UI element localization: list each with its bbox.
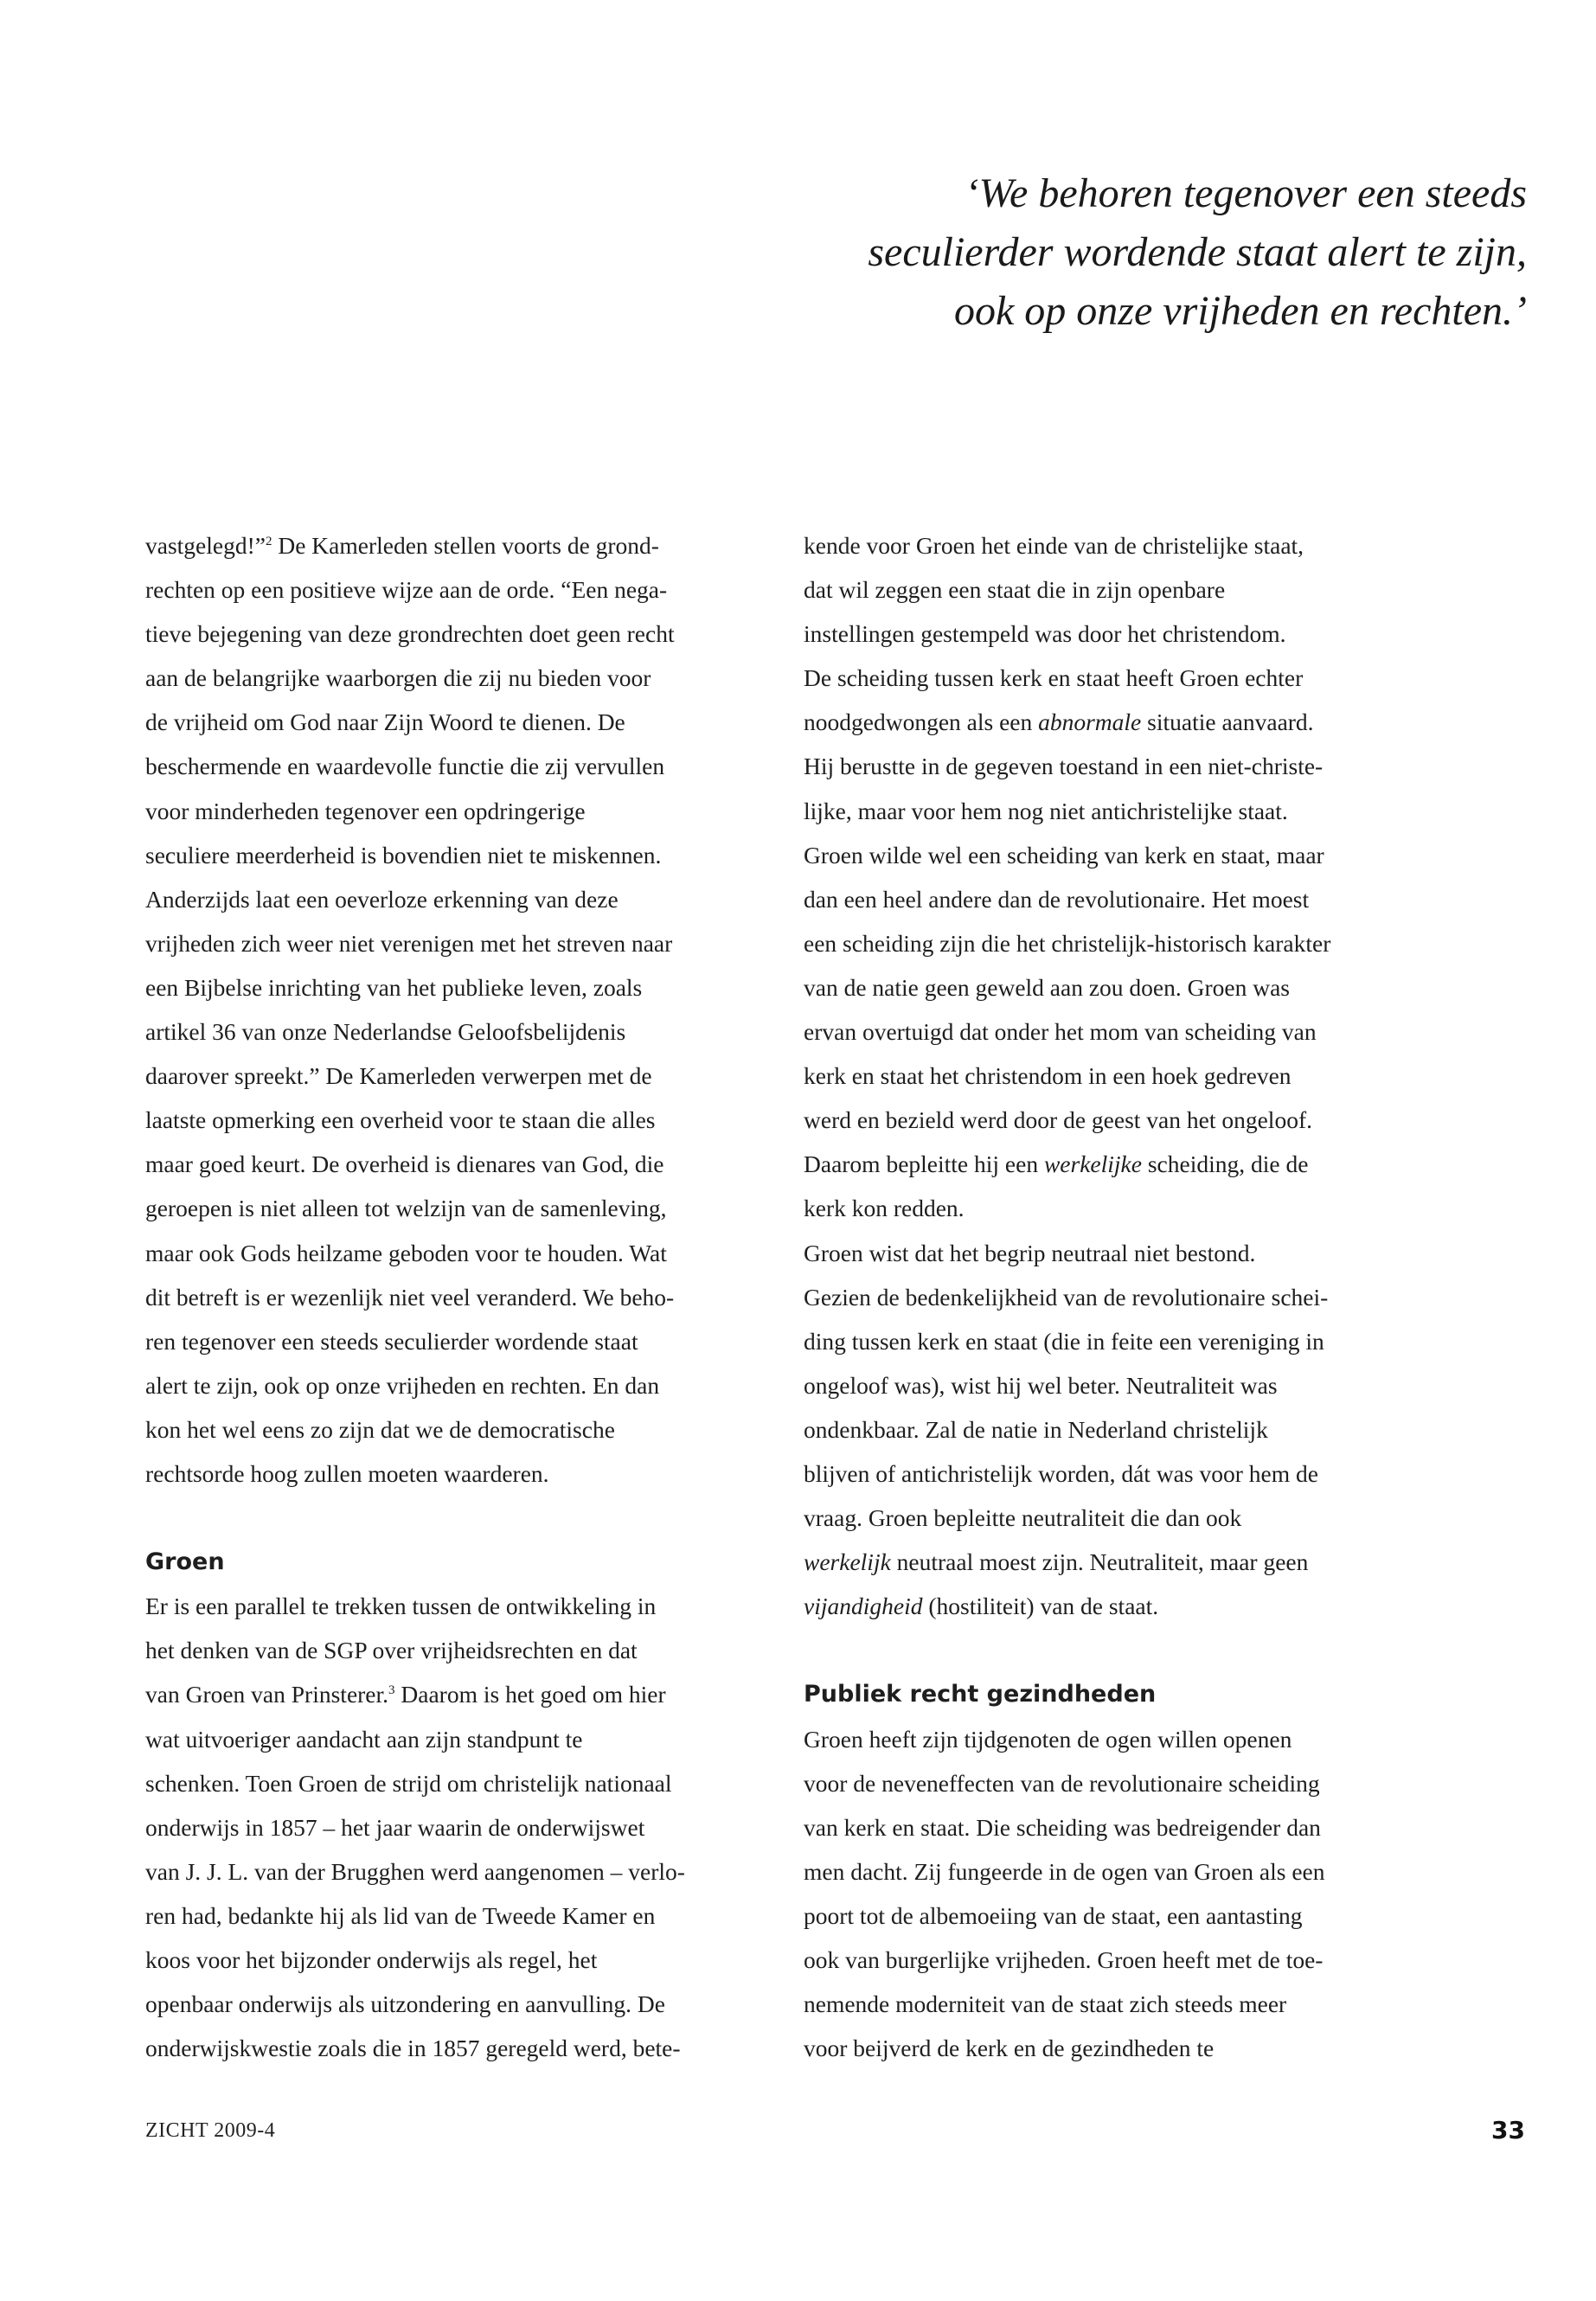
text-line: Er is een parallel te trekken tussen de ontwikkeling in	[145, 1593, 657, 1620]
text-line: daarover spreekt.” De Kamerleden verwerpen met de	[145, 1062, 652, 1090]
text-line: nemende moderniteit van de staat zich steeds meer	[804, 1990, 1287, 2018]
text-line: de vrijheid om God naar Zijn Woord te dienen. De	[145, 708, 625, 736]
text-line: ding tussen kerk en staat (die in feite een vereniging in	[804, 1327, 1324, 1355]
text-line: geroepen is niet alleen tot welzijn van de samenleving,	[145, 1195, 667, 1222]
text-line: koos voor het bijzonder onderwijs als regel, het	[145, 1946, 598, 1973]
text-line: schenken. Toen Groen de strijd om christelijk nationaal	[145, 1769, 672, 1797]
section-heading-publiek-recht: Publiek recht gezindheden	[804, 1681, 1157, 1708]
text-line: dat wil zeggen een staat die in zijn openbare	[804, 576, 1226, 604]
pull-quote-line: ook op onze vrijheden en rechten.’	[954, 288, 1527, 334]
right-column	[804, 523, 1461, 2070]
text-line: dit betreft is er wezenlijk niet veel veranderd. We beho-	[145, 1283, 675, 1311]
text-line: vijandigheid (hostiliteit) van de staat.	[804, 1593, 1159, 1620]
emphasis: werkelijk	[804, 1548, 891, 1576]
text-line: De scheiding tussen kerk en staat heeft Groen echter	[804, 664, 1304, 692]
text-line: Hij berustte in de gegeven toestand in een niet-christe-	[804, 753, 1324, 780]
text-line: van kerk en staat. Die scheiding was bedreigender dan	[804, 1813, 1321, 1841]
text-line: ook van burgerlijke vrijheden. Groen heeft met de toe-	[804, 1946, 1324, 1973]
text-line: Anderzijds laat een oeverloze erkenning van deze	[145, 885, 619, 913]
text-line: tieve bejegening van deze grondrechten doet geen recht	[145, 620, 675, 648]
journal-issue: ZICHT 2009-4	[145, 2119, 276, 2142]
text-line: laatste opmerking een overheid voor te staan die alles	[145, 1106, 656, 1134]
paragraph-gap	[804, 1628, 1461, 1672]
text-line: kende voor Groen het einde van de christelijke staat,	[804, 532, 1304, 559]
text-line: een scheiding zijn die het christelijk-historisch karakter	[804, 929, 1331, 957]
text-line: ondenkbaar. Zal de natie in Nederland christelijk	[804, 1415, 1268, 1443]
pull-quote	[662, 164, 1527, 341]
emphasis: vijandigheid	[804, 1593, 923, 1620]
text-line: rechten op een positieve wijze aan de orde. “Een nega-	[145, 576, 668, 604]
text-line: vastgelegd!”$^2$ De Kamerleden stellen voorts de grond-	[145, 532, 659, 559]
text-line: onderwijskwestie zoals die in 1857 geregeld werd, bete-	[145, 2035, 681, 2062]
paragraph-gap	[145, 1496, 803, 1540]
emphasis: werkelijke	[1043, 1150, 1142, 1178]
text-line: ongeloof was), wist hij wel beter. Neutraliteit was	[804, 1371, 1278, 1399]
text-line: een Bijbelse inrichting van het publieke leven, zoals	[145, 973, 643, 1001]
text-line: dan een heel andere dan de revolutionaire. Het moest	[804, 885, 1310, 913]
text-line: van Groen van Prinsterer.$^3$ Daarom is het goed om hier	[145, 1681, 666, 1708]
text-line: openbaar onderwijs als uitzondering en aanvulling. De	[145, 1990, 665, 2018]
footnote-ref[interactable]: 3	[388, 1683, 395, 1698]
text-line: ren had, bedankte hij als lid van de Tweede Kamer en	[145, 1901, 656, 1929]
text-line: voor beijverd de kerk en de gezindheden te	[804, 2035, 1215, 2062]
text-line: lijke, maar voor hem nog niet antichristelijke staat.	[804, 797, 1288, 824]
pull-quote-line: seculierder wordende staat alert te zijn,	[868, 229, 1527, 275]
left-column	[145, 523, 803, 2070]
text-line: voor minderheden tegenover een opdringerige	[145, 797, 586, 824]
text-line: seculiere meerderheid is bovendien niet te miskennen.	[145, 841, 662, 868]
text-line: maar goed keurt. De overheid is dienares van God, die	[145, 1150, 664, 1178]
text-line: vrijheden zich weer niet verenigen met het streven naar	[145, 929, 673, 957]
text-line: kerk kon redden.	[804, 1195, 965, 1222]
text-line: vraag. Groen bepleitte neutraliteit die dan ook	[804, 1504, 1242, 1532]
text-line: rechtsorde hoog zullen moeten waarderen.	[145, 1459, 549, 1487]
text-line: Groen heeft zijn tijdgenoten de ogen willen openen	[804, 1725, 1292, 1753]
pull-quote-line: ‘We behoren tegenover een steeds	[965, 170, 1527, 216]
text-line: ren tegenover een steeds seculierder wordende staat	[145, 1327, 638, 1355]
section-heading-groen: Groen	[145, 1548, 225, 1576]
text-line: artikel 36 van onze Nederlandse Geloofsbelijdenis	[145, 1018, 626, 1046]
text-line: het denken van de SGP over vrijheidsrechten en dat	[145, 1637, 638, 1664]
text-line: aan de belangrijke waarborgen die zij nu bieden voor	[145, 664, 651, 692]
text-line: van J. J. L. van der Brugghen werd aangenomen – verlo-	[145, 1857, 685, 1885]
text-line: voor de neveneffecten van de revolutionaire scheiding	[804, 1769, 1320, 1797]
text-line: instellingen gestempeld was door het christendom.	[804, 620, 1286, 648]
text-line: Daarom bepleitte hij een werkelijke scheiding, die de	[804, 1150, 1309, 1178]
text-line: wat uitvoeriger aandacht aan zijn standpunt te	[145, 1725, 583, 1753]
text-line: van de natie geen geweld aan zou doen. Groen was	[804, 973, 1290, 1001]
text-line: men dacht. Zij fungeerde in de ogen van Groen als een	[804, 1857, 1325, 1885]
text-line: Groen wilde wel een scheiding van kerk en staat, maar	[804, 841, 1324, 868]
text-line: onderwijs in 1857 – het jaar waarin de onderwijswet	[145, 1813, 645, 1841]
text-line: beschermende en waardevolle functie die zij vervullen	[145, 753, 665, 780]
text-line: blijven of antichristelijk worden, dát was voor hem de	[804, 1459, 1318, 1487]
text-line: alert te zijn, ook op onze vrijheden en rechten. En dan	[145, 1371, 660, 1399]
text-line: werd en bezield werd door de geest van het ongeloof.	[804, 1106, 1312, 1134]
page-number: 33	[1491, 2116, 1525, 2144]
emphasis: abnormale	[1038, 708, 1142, 736]
text-line: kon het wel eens zo zijn dat we de democratische	[145, 1415, 615, 1443]
text-line: poort tot de albemoeiing van de staat, een aantasting	[804, 1901, 1303, 1929]
text-line: kerk en staat het christendom in een hoek gedreven	[804, 1062, 1292, 1090]
text-line: ervan overtuigd dat onder het mom van scheiding van	[804, 1018, 1317, 1046]
text-line: maar ook Gods heilzame geboden voor te houden. Wat	[145, 1239, 667, 1266]
footnote-ref[interactable]: 2	[265, 535, 272, 548]
text-line: werkelijk neutraal moest zijn. Neutraliteit, maar geen	[804, 1548, 1309, 1576]
text-line: Groen wist dat het begrip neutraal niet bestond.	[804, 1239, 1256, 1266]
text-line: Gezien de bedenkelijkheid van de revolutionaire schei-	[804, 1283, 1329, 1311]
text-line: noodgedwongen als een abnormale situatie aanvaard.	[804, 708, 1314, 736]
